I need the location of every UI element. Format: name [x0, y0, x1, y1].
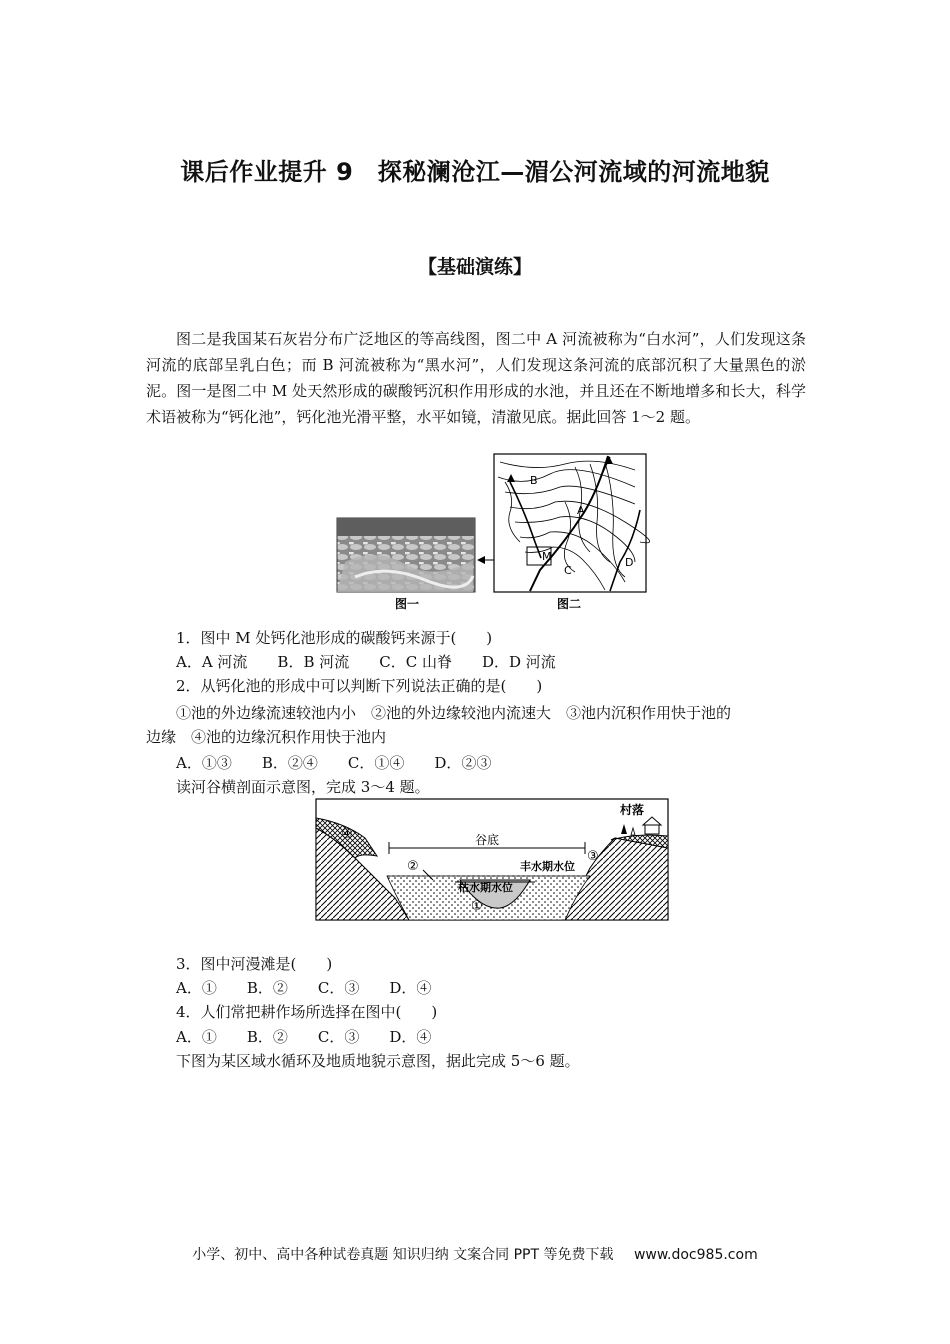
marker-4: ④ — [341, 827, 353, 842]
marker-2: ② — [407, 859, 419, 874]
question-3-stem: 3．图中河漫滩是( ) — [176, 955, 333, 973]
map-letter-b: B — [530, 474, 538, 487]
question-3-options: A．① B．② C．③ D．④ — [176, 979, 432, 997]
map-letter-c: C — [564, 564, 572, 577]
question-4-stem: 4．人们常把耕作场所选择在图中( ) — [176, 1003, 438, 1021]
footer-text: 小学、初中、高中各种试卷真题 知识归纳 文案合同 PPT 等免费下载 — [192, 1247, 614, 1263]
figure-calcification-pool — [335, 452, 655, 617]
section-title: 【基础演练】 — [417, 256, 532, 278]
page-title: 课后作业提升 9 探秘澜沧江—湄公河流域的河流地貌 — [180, 158, 770, 186]
question-1-stem: 1．图中 M 处钙化池形成的碳酸钙来源于( ) — [176, 629, 493, 647]
question-4-options: A．① B．② C．③ D．④ — [176, 1028, 432, 1046]
label-high-water: 丰水期水位 — [520, 860, 575, 873]
marker-3: ③ — [587, 849, 599, 864]
label-valley-floor: 谷底 — [475, 833, 500, 847]
photo-pool — [337, 518, 475, 592]
question-2-options: A．①③ B．②④ C．①④ D．②③ — [176, 754, 492, 772]
footer-url[interactable]: www.doc985.com — [633, 1247, 758, 1263]
map-letter-d: D — [625, 556, 634, 569]
page-footer — [0, 1244, 950, 1264]
question-2-desc-2: 边缘 ④池的边缘沉积作用快于池内 — [146, 728, 387, 746]
map-letter-m: M — [542, 550, 552, 563]
question-2-stem: 2．从钙化池的形成中可以判断下列说法正确的是( ) — [176, 677, 543, 695]
figure-valley-cross-section — [315, 798, 669, 922]
contour-map — [494, 454, 650, 592]
read-instruction-3-4: 读河谷横剖面示意图，完成 3～4 题。 — [176, 778, 430, 796]
map-letter-a: A — [577, 504, 585, 517]
question-2-desc-1: ①池的外边缘流速较池内小 ②池的外边缘较池内流速大 ③池内沉积作用快于池的 — [176, 704, 732, 722]
label-village: 村落 — [620, 803, 645, 817]
question-1-options: A．A 河流 B．B 河流 C．C 山脊 D．D 河流 — [176, 653, 556, 671]
intro-paragraph: 图二是我国某石灰岩分布广泛地区的等高线图，图二中 A 河流被称为“白水河”，人们发现这条河流的底部呈乳白色；而 B 河流被称为“黑水河”，人们发现这条河流的底部沉积了大量黑色的淤泥。图一是图二中 M 处天然形成的碳酸钙沉积作用形成的水池，并且还在不断地增多和长大，科学术语被称为“钙化池”，钙化池光滑平整，水平如镜，清澈见底。据此回答 1～2 题。 — [146, 330, 806, 426]
marker-1: ① — [471, 899, 483, 914]
label-low-water: 枯水期水位 — [458, 881, 513, 894]
figure1-label: 图一 — [395, 597, 420, 611]
read-instruction-5-6: 下图为某区域水循环及地质地貌示意图，据此完成 5～6 题。 — [176, 1052, 580, 1070]
figure2-label: 图二 — [557, 597, 582, 611]
